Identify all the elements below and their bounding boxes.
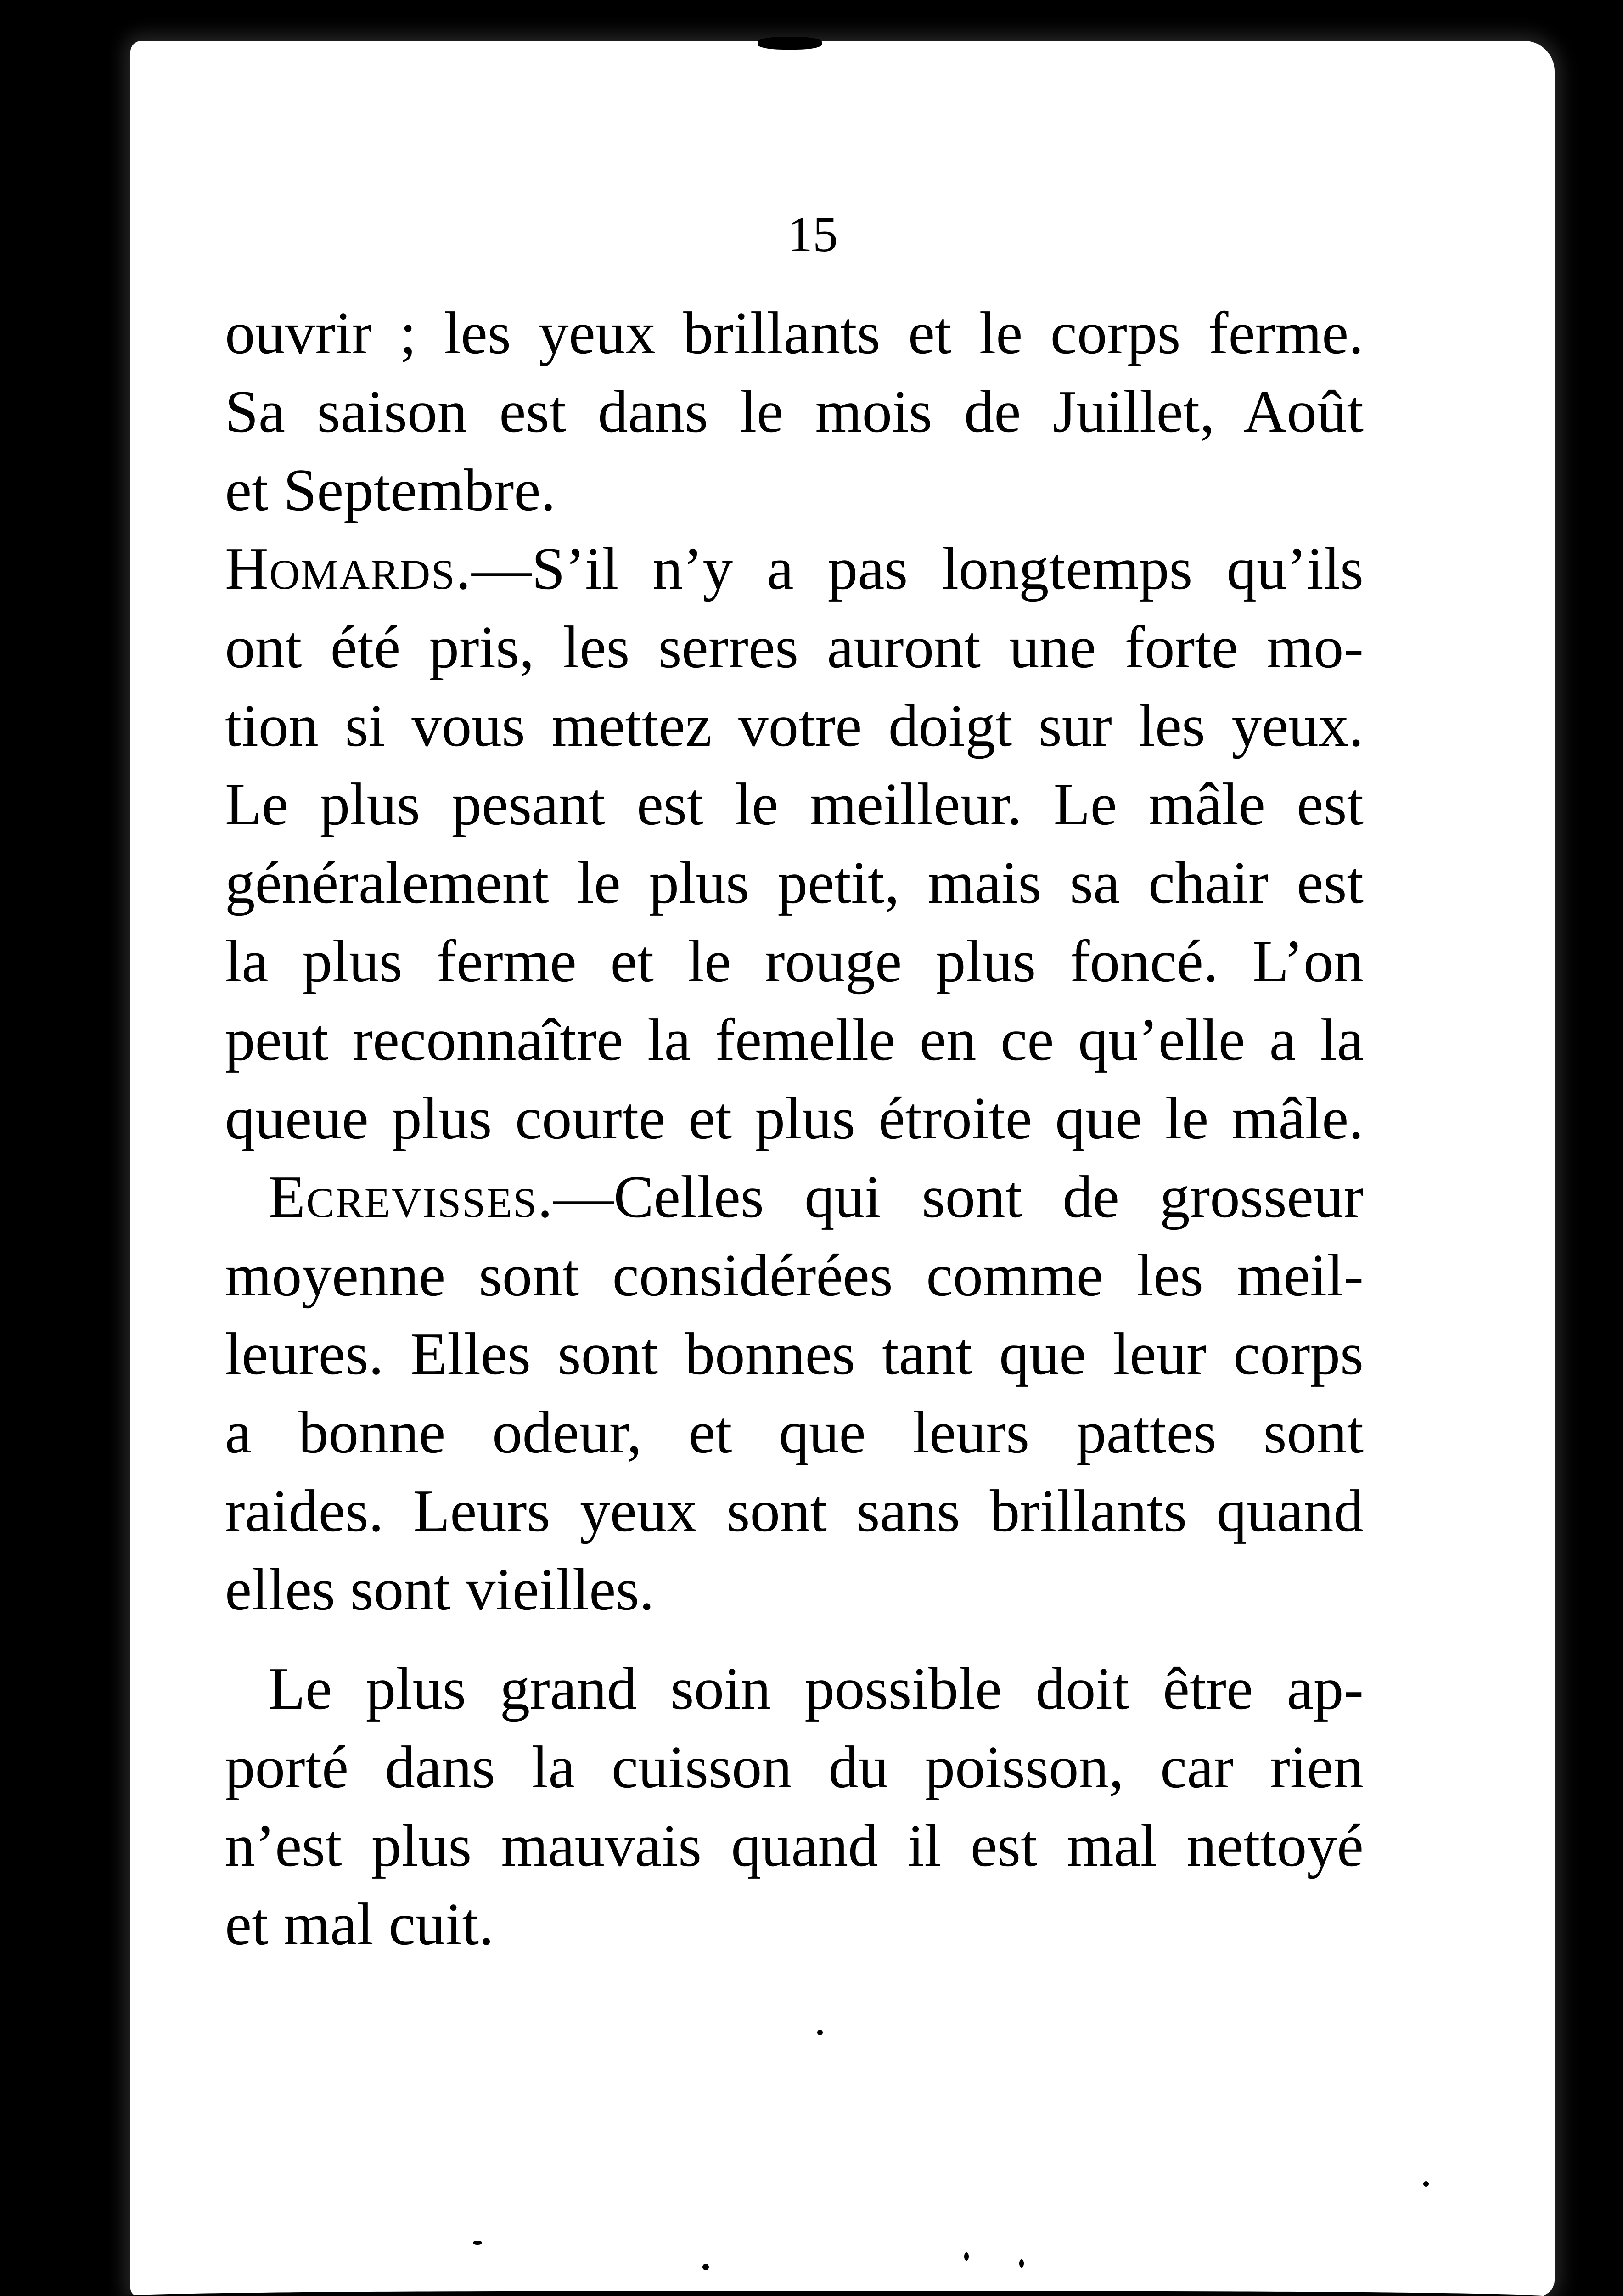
text-line: tion si vous mettez votre doigt sur les yeux. xyxy=(225,692,1364,759)
section-heading-homards: Homards. xyxy=(225,535,472,602)
speck xyxy=(473,2241,482,2245)
text-line: Le plus grand soin possible doit être ap- xyxy=(269,1655,1364,1722)
text-line: ont été pris, les serres auront une forte mo- xyxy=(225,614,1364,681)
speck xyxy=(964,2252,969,2261)
speck xyxy=(702,2264,709,2270)
paragraph-ecrevisses xyxy=(225,1158,1364,1629)
text-fragment: —Celles qui sont de grosseur xyxy=(553,1164,1364,1230)
text-line: généralement le plus petit, mais sa chair est xyxy=(225,850,1364,916)
text-line: raides. Leurs yeux sont sans brillants quand xyxy=(225,1478,1364,1544)
speck xyxy=(817,2030,823,2035)
text-line: porté dans la cuisson du poisson, car rien xyxy=(225,1734,1364,1801)
bottom-edge-artifact xyxy=(110,2291,1556,2296)
text-line: a bonne odeur, et que leurs pattes sont xyxy=(225,1399,1364,1466)
paragraph-homards xyxy=(225,529,1364,1158)
text-line: ouvrir ; les yeux brillants et le corps ferme. xyxy=(225,300,1364,366)
binding-gutter xyxy=(94,0,111,2296)
speck xyxy=(1423,2181,1429,2187)
paragraph-intro xyxy=(225,294,1364,529)
text-fragment: —S’il n’y a pas longtemps qu’ils xyxy=(472,535,1364,602)
section-heading-ecrevisses: Ecrevisses. xyxy=(269,1164,554,1230)
text-line: la plus ferme et le rouge plus foncé. L’on xyxy=(225,928,1364,995)
text-line: Le plus pesant est le meilleur. Le mâle est xyxy=(225,771,1364,838)
page-text xyxy=(225,294,1364,1964)
paragraph-conclusion xyxy=(225,1649,1364,1964)
text-line xyxy=(225,529,1364,608)
page-number: 15 xyxy=(787,206,838,262)
text-line: et Septembre. xyxy=(225,457,556,523)
text-line: et mal cuit. xyxy=(225,1891,494,1958)
text-line: peut reconnaître la femelle en ce qu’elle a la xyxy=(225,1007,1364,1073)
text-line: elles sont vieilles. xyxy=(225,1556,655,1623)
text-line: n’est plus mauvais quand il est mal nettoyé xyxy=(225,1812,1364,1879)
text-line xyxy=(225,1158,1364,1236)
text-line: Sa saison est dans le mois de Juillet, Août xyxy=(225,378,1364,445)
text-line: moyenne sont considérées comme les meil- xyxy=(225,1242,1364,1309)
speck xyxy=(1019,2259,1024,2268)
top-edge-artifact xyxy=(758,37,822,50)
paragraph-gap xyxy=(225,1629,1364,1649)
text-line: queue plus courte et plus étroite que le mâle. xyxy=(225,1085,1364,1152)
text-line: leures. Elles sont bonnes tant que leur corps xyxy=(225,1321,1364,1387)
